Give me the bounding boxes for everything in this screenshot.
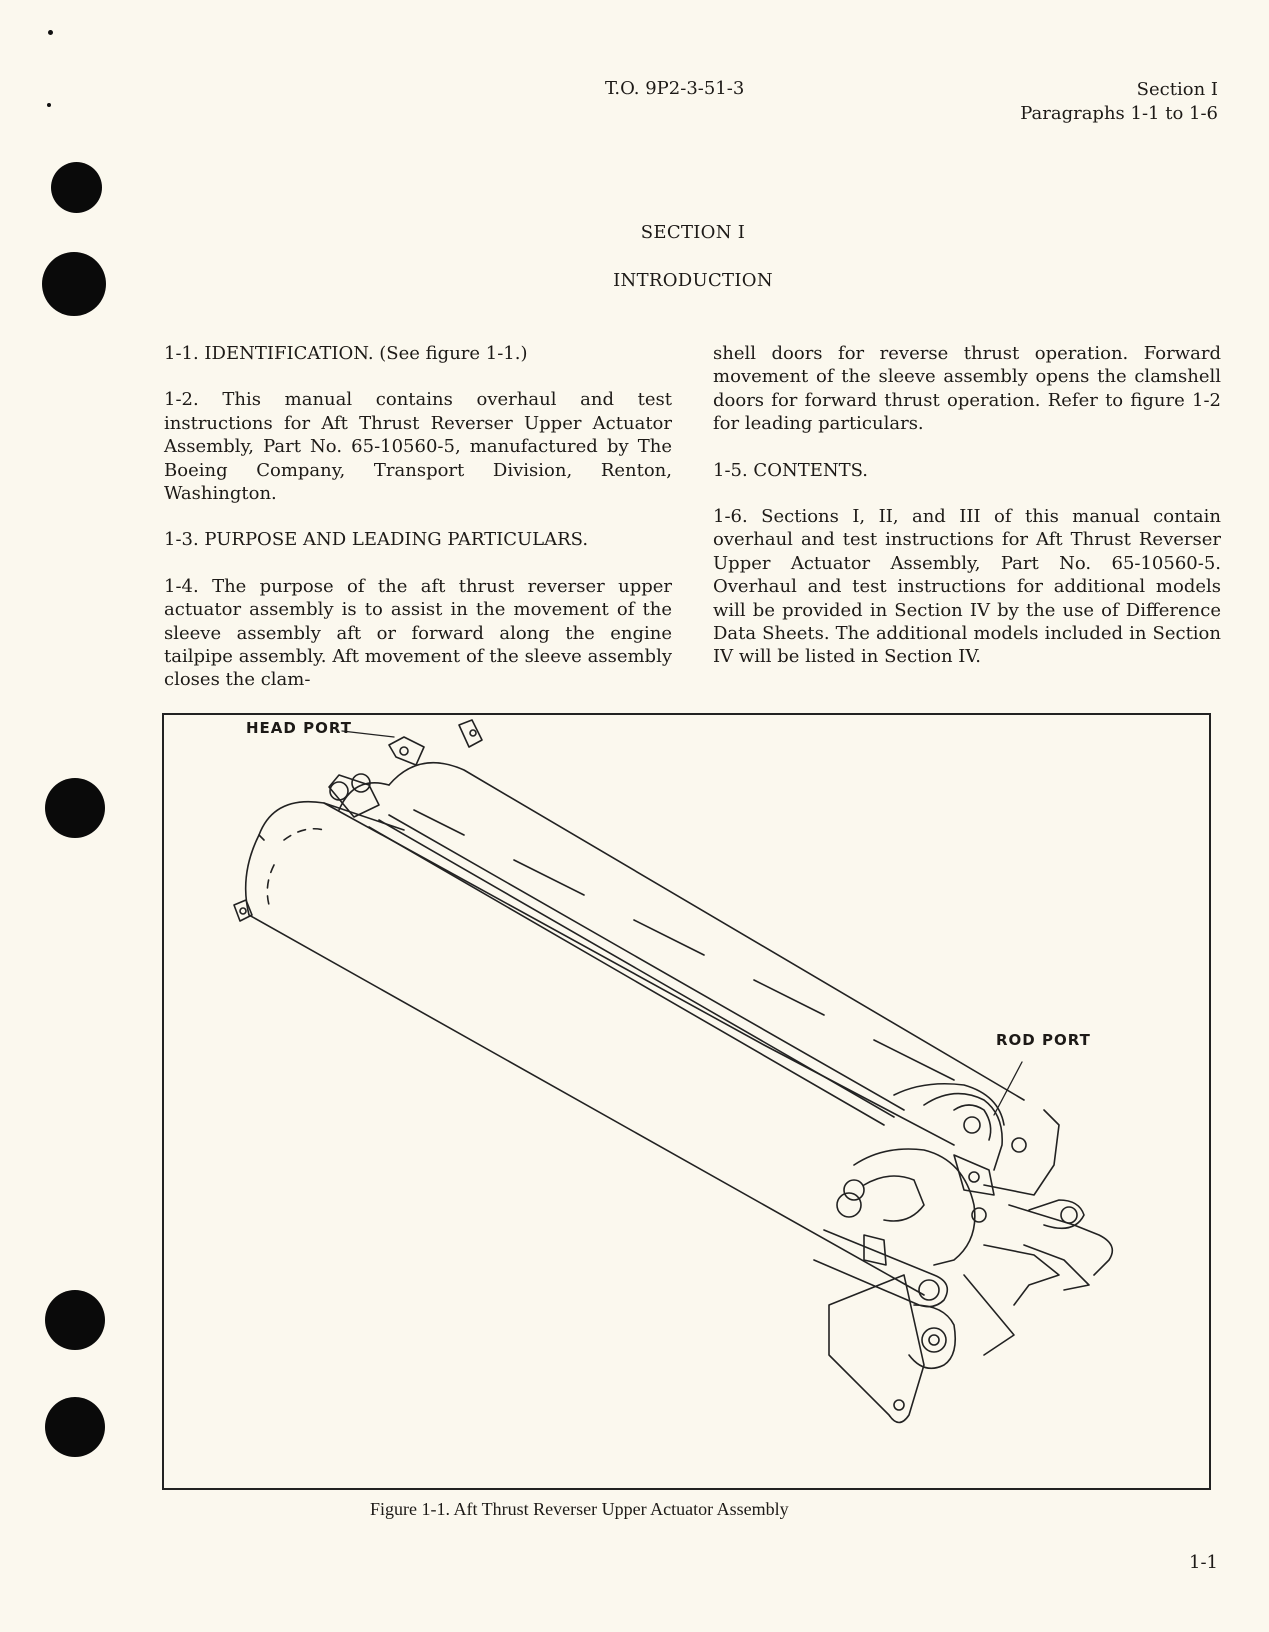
figure-caption: Figure 1-1. Aft Thrust Reverser Upper Actuator Assembly: [370, 1499, 789, 1519]
speck: [47, 103, 51, 107]
punch-hole: [45, 778, 105, 838]
paragraph-1-6: 1-6. Sections I, II, and III of this manual contain overhaul and test instructions for Aft Thrust Reverser Upper Actuator Assembly, Part No. 65-10560-5. Overhaul and test instructions for additional models will be provided in Section IV by the use of Difference Data Sheets. The additional models included in Section IV will be listed in Section IV.: [713, 506, 1221, 668]
left-column: [164, 342, 672, 715]
section-title: SECTION I: [640, 222, 746, 243]
paragraph-1-2: 1-2. This manual contains overhaul and test instructions for Aft Thrust Reverser Upper Actuator Assembly, Part No. 65-10560-5, manufactured by The Boeing Company, Transport Division, Renton, Washington.: [164, 389, 672, 505]
section-subtitle: INTRODUCTION: [613, 270, 773, 291]
page-number: 1-1: [1189, 1552, 1218, 1573]
punch-hole: [51, 162, 102, 213]
speck: [48, 30, 53, 35]
figure-1-1: [162, 713, 1211, 1490]
section-label: Section I: [1136, 79, 1218, 100]
paragraph-range: Paragraphs 1-1 to 1-6: [1020, 103, 1218, 124]
actuator-illustration: [164, 715, 1213, 1492]
paragraph-1-3: 1-3. PURPOSE AND LEADING PARTICULARS.: [164, 529, 589, 551]
running-header: [1020, 78, 1218, 126]
right-column: [713, 343, 1221, 692]
paragraph-1-4: 1-4. The purpose of the aft thrust reverser upper actuator assembly is to assist in the movement of the sleeve assembly aft or forward along the engine tailpipe assembly. Aft movement of the sleeve assembly closes the clam-: [164, 575, 672, 691]
punch-hole: [45, 1290, 105, 1350]
paragraph-1-1: 1-1. IDENTIFICATION. (See figure 1-1.): [164, 343, 528, 364]
paragraph-1-4-continued: shell doors for reverse thrust operation. Forward movement of the sleeve assembly opens the clamshell doors for forward thrust operation. Refer to figure 1-2 for leading particulars.: [713, 343, 1221, 435]
punch-hole: [45, 1397, 105, 1457]
rod-port-label: ROD PORT: [996, 1031, 1091, 1049]
doc-number: T.O. 9P2-3-51-3: [605, 78, 745, 99]
head-port-label: HEAD PORT: [246, 719, 352, 737]
paragraph-1-5: 1-5. CONTENTS.: [713, 459, 869, 481]
